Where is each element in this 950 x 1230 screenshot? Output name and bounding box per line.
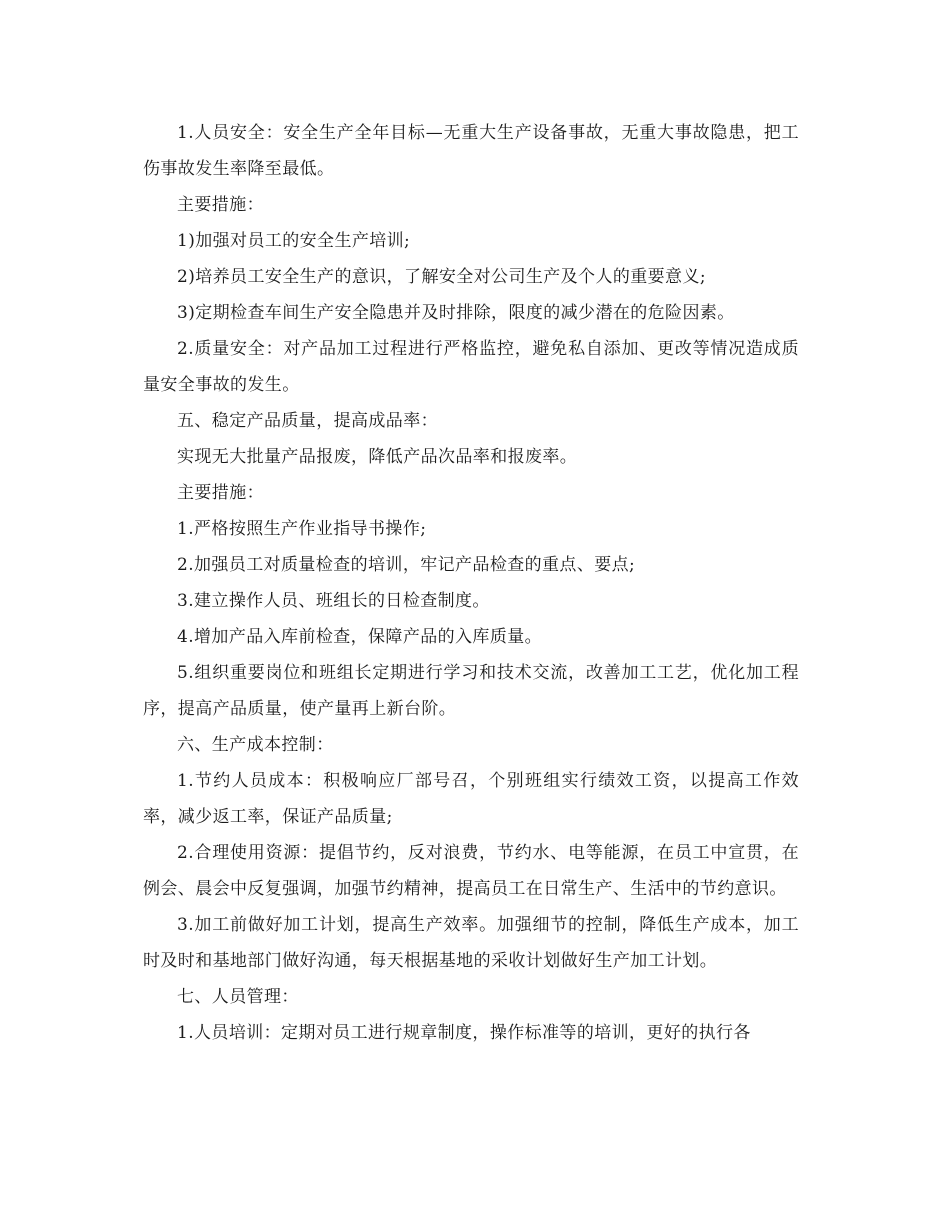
paragraph-processing-plan: 3.加工前做好加工计划，提高生产效率。加强细节的控制，降低生产成本，加工时及时和基地部门做好沟通，每天根据基地的采收计划做好生产加工计划。 xyxy=(143,915,799,971)
paragraph-personnel-safety: 1.人员安全：安全生产全年目标—无重大生产设备事故，无重大事故隐患，把工伤事故发生率降至最低。 xyxy=(143,123,799,179)
document-body xyxy=(143,115,799,1051)
section-heading-five: 五、稳定产品质量，提高成品率： xyxy=(177,411,438,431)
paragraph-item-2: 2.加强员工对质量检查的培训，牢记产品检查的重点、要点; xyxy=(177,555,636,575)
paragraph-resource-use: 2.合理使用资源：提倡节约，反对浪费，节约水、电等能源，在员工中宣贯，在例会、晨会中反复强调，加强节约精神，提高员工在日常生产、生活中的节约意识。 xyxy=(143,843,799,899)
paragraph-measure-training: 1)加强对员工的安全生产培训; xyxy=(177,231,411,251)
paragraph-measure-awareness: 2)培养员工安全生产的意识，了解安全对公司生产及个人的重要意义; xyxy=(177,267,706,287)
paragraph-staff-training: 1.人员培训：定期对员工进行规章制度，操作标准等的培训，更好的执行各 xyxy=(177,1023,751,1043)
paragraph-measure-inspection: 3)定期检查车间生产安全隐患并及时排除，限度的减少潜在的危险因素。 xyxy=(177,303,735,323)
paragraph-item-5: 5.组织重要岗位和班组长定期进行学习和技术交流，改善加工工艺，优化加工程序，提高产品质量，使产量再上新台阶。 xyxy=(143,663,799,719)
section-heading-seven: 七、人员管理： xyxy=(177,987,299,1007)
paragraph-main-measures-heading-2: 主要措施： xyxy=(177,483,264,503)
paragraph-main-measures-heading: 主要措施： xyxy=(177,195,264,215)
paragraph-item-3: 3.建立操作人员、班组长的日检查制度。 xyxy=(177,591,490,611)
paragraph-item-1: 1.严格按照生产作业指导书操作; xyxy=(177,519,427,539)
paragraph-item-4: 4.增加产品入库前检查，保障产品的入库质量。 xyxy=(177,627,543,647)
paragraph-quality-safety: 2.质量安全：对产品加工过程进行严格监控，避免私自添加、更改等情况造成质量安全事故的发生。 xyxy=(143,339,799,395)
section-heading-six: 六、生产成本控制： xyxy=(177,735,334,755)
paragraph-labor-cost: 1.节约人员成本：积极响应厂部号召，个别班组实行绩效工资，以提高工作效率，减少返工率，保证产品质量; xyxy=(143,771,799,827)
paragraph-no-scrap: 实现无大批量产品报废，降低产品次品率和报废率。 xyxy=(177,447,578,467)
